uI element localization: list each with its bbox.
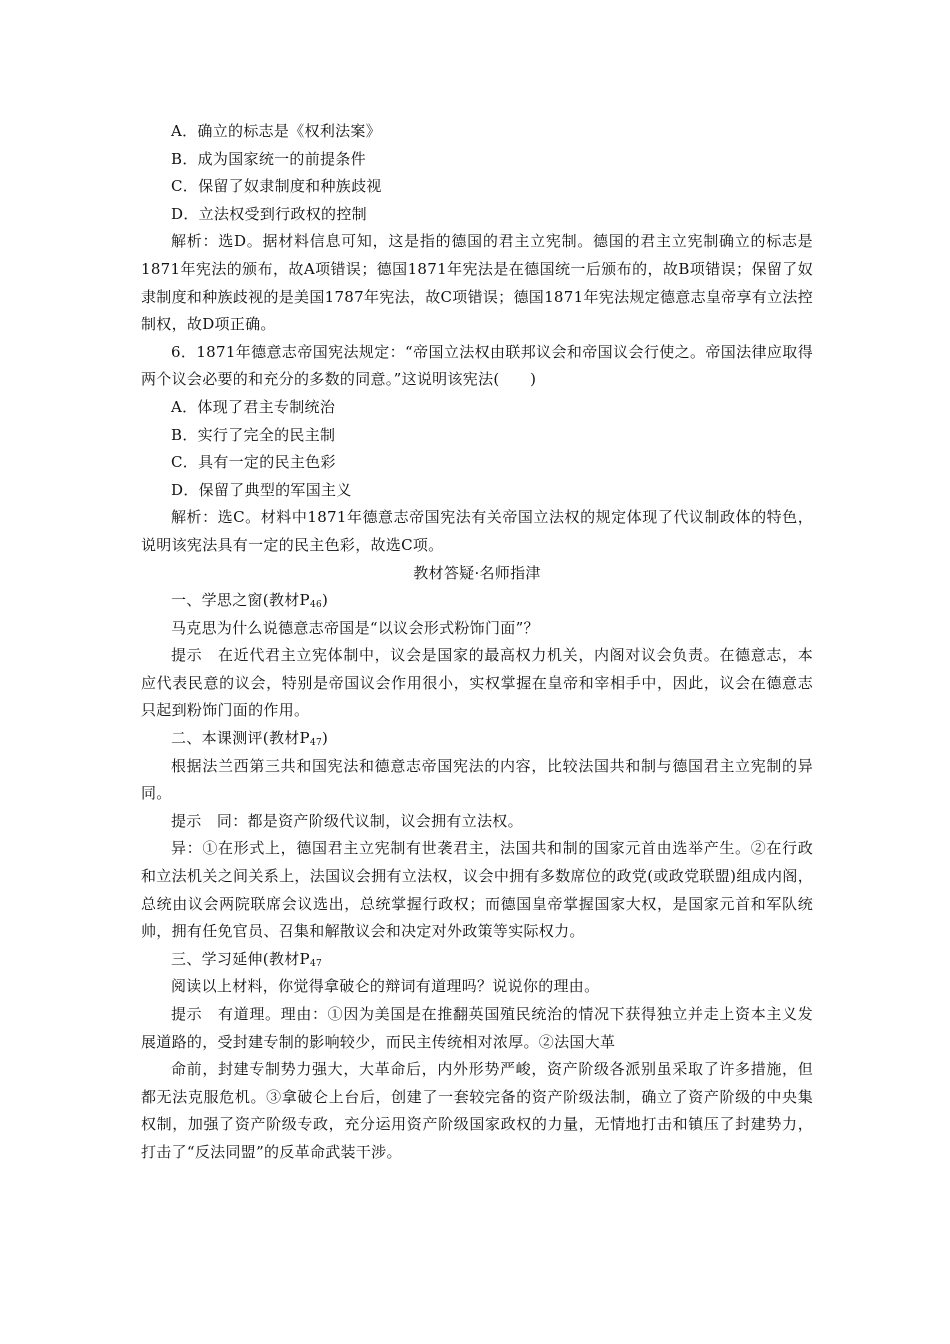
- q6-analysis: 解析：选C。材料中1871年德意志帝国宪法有关帝国立法权的规定体现了代议制政体的特色，说明该宪法具有一定的民主色彩，故选C项。: [141, 508, 813, 554]
- part3-heading-page: 47: [309, 958, 323, 969]
- q6-option-a: A．体现了君主专制统治: [171, 397, 336, 416]
- part2-heading-page: 47: [309, 738, 323, 749]
- part3-question: 阅读以上材料，你觉得拿破仑的辩词有道理吗？说说你的理由。: [171, 977, 600, 996]
- q5-option-b: B．成为国家统一的前提条件: [171, 149, 366, 168]
- part2-question: 根据法兰西第三共和国宪法和德意志帝国宪法的内容，比较法国共和制与德国君主立宪制的异同。: [141, 756, 813, 803]
- part2-hint-same: 提示 同：都是资产阶级代议制，议会拥有立法权。: [171, 811, 523, 830]
- q6-option-c: C．具有一定的民主色彩: [171, 453, 336, 472]
- part3-heading: [141, 946, 813, 974]
- q6-option-d: D．保留了典型的军国主义: [171, 480, 352, 499]
- part3-heading-text: 三、学习延伸(教材P: [171, 949, 310, 968]
- section-title: 教材答疑·名师指津: [413, 563, 541, 582]
- part1-hint: 提示 在近代君主立宪体制中，议会是国家的最高权力机关，内阁对议会负责。在德意志，本应代表民意的议会，特别是帝国议会作用很小，实权掌握在皇帝和宰相手中，因此，议会在德意志只起到粉饰门面的作用。: [141, 646, 813, 720]
- q6-stem: 6．1871年德意志帝国宪法规定：“帝国立法权由联邦议会和帝国议会行使之。帝国法律应取得两个议会必要的和充分的多数的同意。”这说明该宪法( ): [141, 342, 813, 389]
- document-page: [141, 118, 813, 1167]
- part3-hint: 提示 有道理。理由：①因为美国是在推翻英国殖民统治的情况下获得独立并走上资本主义发展道路的，受封建专制的影响较少，而民主传统相对浓厚。②法国大革: [141, 1005, 813, 1051]
- part1-question: 马克思为什么说德意志帝国是“以议会形式粉饰门面”？: [171, 618, 539, 637]
- part2-heading-close: ): [322, 729, 329, 748]
- q5-option-c: C．保留了奴隶制度和种族歧视: [171, 177, 382, 196]
- q5-option-a: A．确立的标志是《权利法案》: [171, 122, 382, 140]
- part1-heading-text: 一、学思之窗(教材P: [171, 591, 310, 610]
- part1-heading-close: ): [322, 591, 329, 610]
- part1-heading: [141, 587, 813, 615]
- q5-analysis: 解析：选D。据材料信息可知，这是指的德国的君主立宪制。德国的君主立宪制确立的标志是1871年宪法的颁布，故A项错误；德国1871年宪法是在德国统一后颁布的，故B项错误；保留了奴隶制度和种族歧视的是美国1787年宪法，故C项错误；德国1871年宪法规定德意志皇帝享有立法控制权，故D项正确。: [141, 232, 813, 334]
- part2-heading-text: 二、本课测评(教材P: [171, 729, 310, 748]
- part2-hint-diff: 异：①在形式上，德国君主立宪制有世袭君主，法国共和制的国家元首由选举产生。②在行政和立法机关之间关系上，法国议会拥有立法权，议会中拥有多数席位的政党(或政党联盟)组成内阁，总统由议会两院联席会议选出，总统掌握行政权；而德国皇帝掌握国家大权，是国家元首和军队统帅，拥有任免官员、召集和解散议会和决定对外政策等实际权力。: [141, 839, 813, 941]
- part2-heading: [141, 725, 813, 753]
- q6-option-b: B．实行了完全的民主制: [171, 425, 336, 444]
- part3-hint-continued: 命前，封建专制势力强大，大革命后，内外形势严峻，资产阶级各派别虽采取了许多措施，但都无法克服危机。③拿破仑上台后，创建了一套较完备的资产阶级法制，确立了资产阶级的中央集权制，加强了资产阶级专政，充分运用资产阶级国家政权的力量，无情地打击和镇压了封建势力，打击了“反法同盟”的反革命武装干涉。: [141, 1060, 813, 1161]
- q5-option-d: D．立法权受到行政权的控制: [171, 204, 367, 223]
- part1-heading-page: 46: [309, 600, 323, 611]
